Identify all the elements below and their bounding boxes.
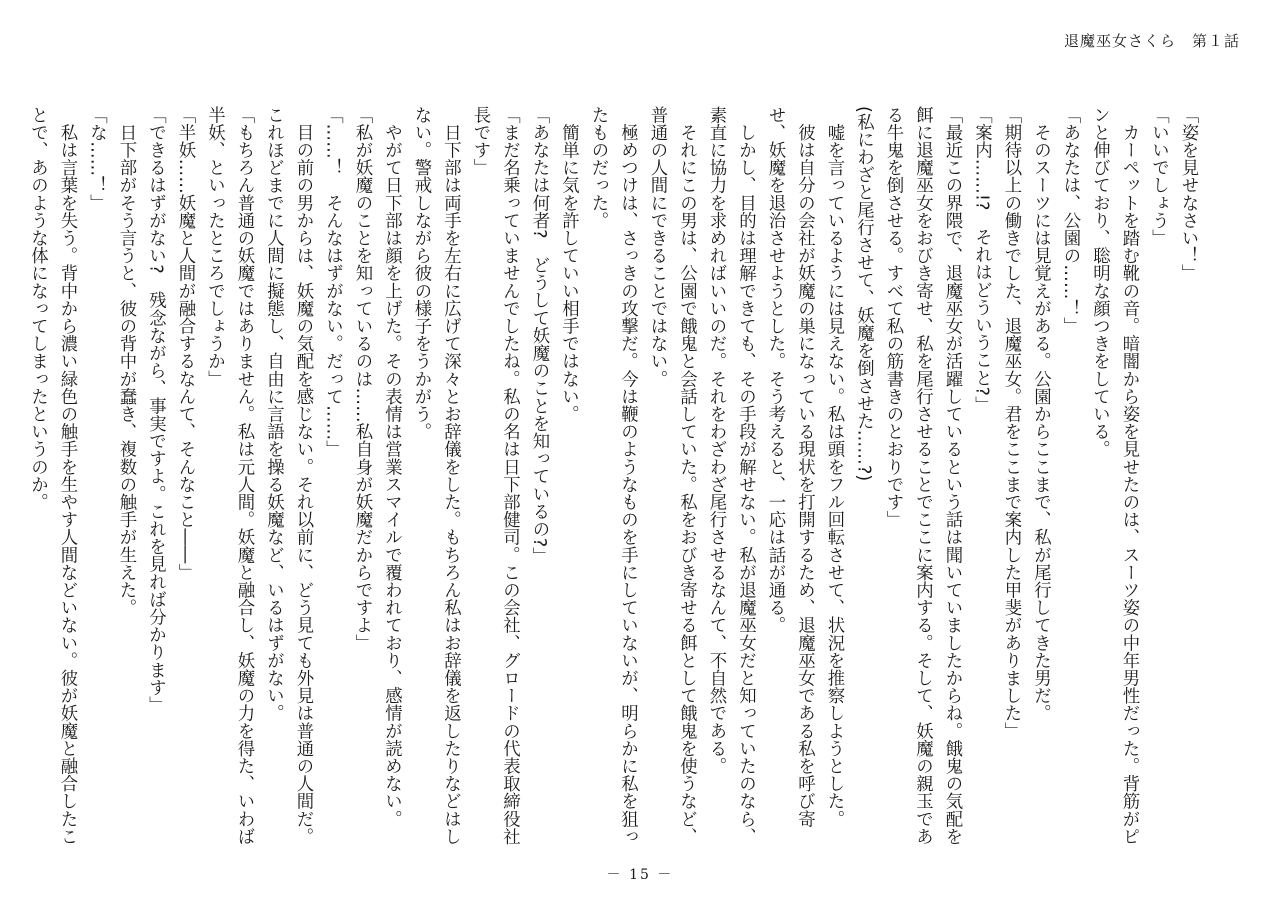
paragraph: 日下部は両手を左右に広げて深々とお辞儀をした。もちろん私はお辞儀を返したりなどはしない。警戒しながら彼の様子をうかがう。 [411,106,461,846]
paragraph: カーペットを踏む靴の音。暗闇から姿を見せたのは、スーツ姿の中年男性だった。背筋がピンと伸びており、聡明な顔つきをしている。 [1089,106,1139,846]
paragraph: 極めつけは、さっきの攻撃だ。今は鞭のようなものを手にしていないが、明らかに私を狙ったものだった。 [588,106,638,846]
paragraph: それにこの男は、公園で餓鬼と会話していた。私をおびき寄せる餌として餓鬼を使うなど、普通の人間にできることではない。 [647,106,697,846]
paragraph: 「まだ名乗っていませんでしたね。私の名は日下部健司。この会社、グロードの代表取締役社長です」 [470,106,520,846]
paragraph: 「最近この界隈で、退魔巫女が活躍しているという話は聞いていましたからね。餓鬼の気配を餌に退魔巫女をおびき寄せ、私を尾行させることでここに案内する。そして、妖魔の親玉である牛鬼を倒させる。すべて私の筋書きのとおりです」 [883,106,962,846]
paragraph: 彼は自分の会社が妖魔の巣になっている現状を打開するため、退魔巫女である私を呼び寄せ、妖魔を退治させようとした。そう考えると、一応は話が通る。 [765,106,815,828]
paragraph: 「姿を見せなさい！」 [1178,106,1198,282]
page-number: － 15 － [606,867,674,883]
paragraph: 「もちろん普通の妖魔ではありません。私は元人間。妖魔と融合し、妖魔の力を得た、いわば半妖、といったところでしょうか」 [204,106,254,846]
paragraph: 「いいでしょう」 [1148,106,1169,247]
paragraph: 目の前の男からは、妖魔の気配を感じない。それ以前に、どう見ても外見は普通の人間だ。これほどまでに人間に擬態し、自由に言語を操る妖魔など、いるはずがない。 [263,106,313,846]
paragraph: 簡単に気を許していい相手ではない。 [558,106,579,423]
paragraph: (私にわざと尾行させて、妖魔を倒させた……?) [853,106,874,482]
paragraph: 「あなたは何者? どうして妖魔のことを知っているの?」 [529,106,549,565]
paragraph: そのスーツには見覚えがある。公園からここまで、私が尾行してきた男だ。 [1030,106,1051,722]
paragraph: 「できるはずがない? 残念ながら、事実ですよ。これを見れば分かります」 [145,106,166,714]
paragraph: やがて日下部は顔を上げた。その表情は営業スマイルで覆われており、感情が読めない。 [381,106,402,828]
paragraph: 「半妖……妖魔と人間が融合するなんて、そんなこと――」 [175,106,195,582]
running-header: 退魔巫女さくら 第１話 [1063,32,1240,50]
paragraph: 「……！ そんなはずがない。だって……」 [322,106,343,458]
paragraph: 「期待以上の働きでした、退魔巫女。君をここまで案内した甲斐がありました」 [1001,106,1021,740]
vertical-body-text [27,106,1202,848]
paragraph: 「あなたは、公園の……！」 [1060,106,1080,335]
paragraph: 「私が妖魔のことを知っているのは……私自身が妖魔だからですよ」 [352,106,372,652]
paragraph: 私は言葉を失う。背中から濃い緑色の触手を生やす人間などいない。彼が妖魔と融合したことで、あのような体になってしまったというのか。 [27,106,77,846]
paragraph: しかし、目的は理解できても、その手段が解せない。私が退魔巫女だと知っていたのなら、素直に協力を求めればいいのだ。それをわざわざ尾行させるなんて、不自然である。 [706,106,756,846]
paragraph: 嘘を言っているようには見えない。私は頭をフル回転させて、状況を推察しようとした。 [824,106,844,828]
paragraph: 「な……！」 [86,106,107,212]
paragraph: 「案内……!? それはどういうこと?」 [971,106,992,414]
paragraph: 日下部がそう言うと、彼の背中が蠢き、複数の触手が生えた。 [116,106,136,617]
